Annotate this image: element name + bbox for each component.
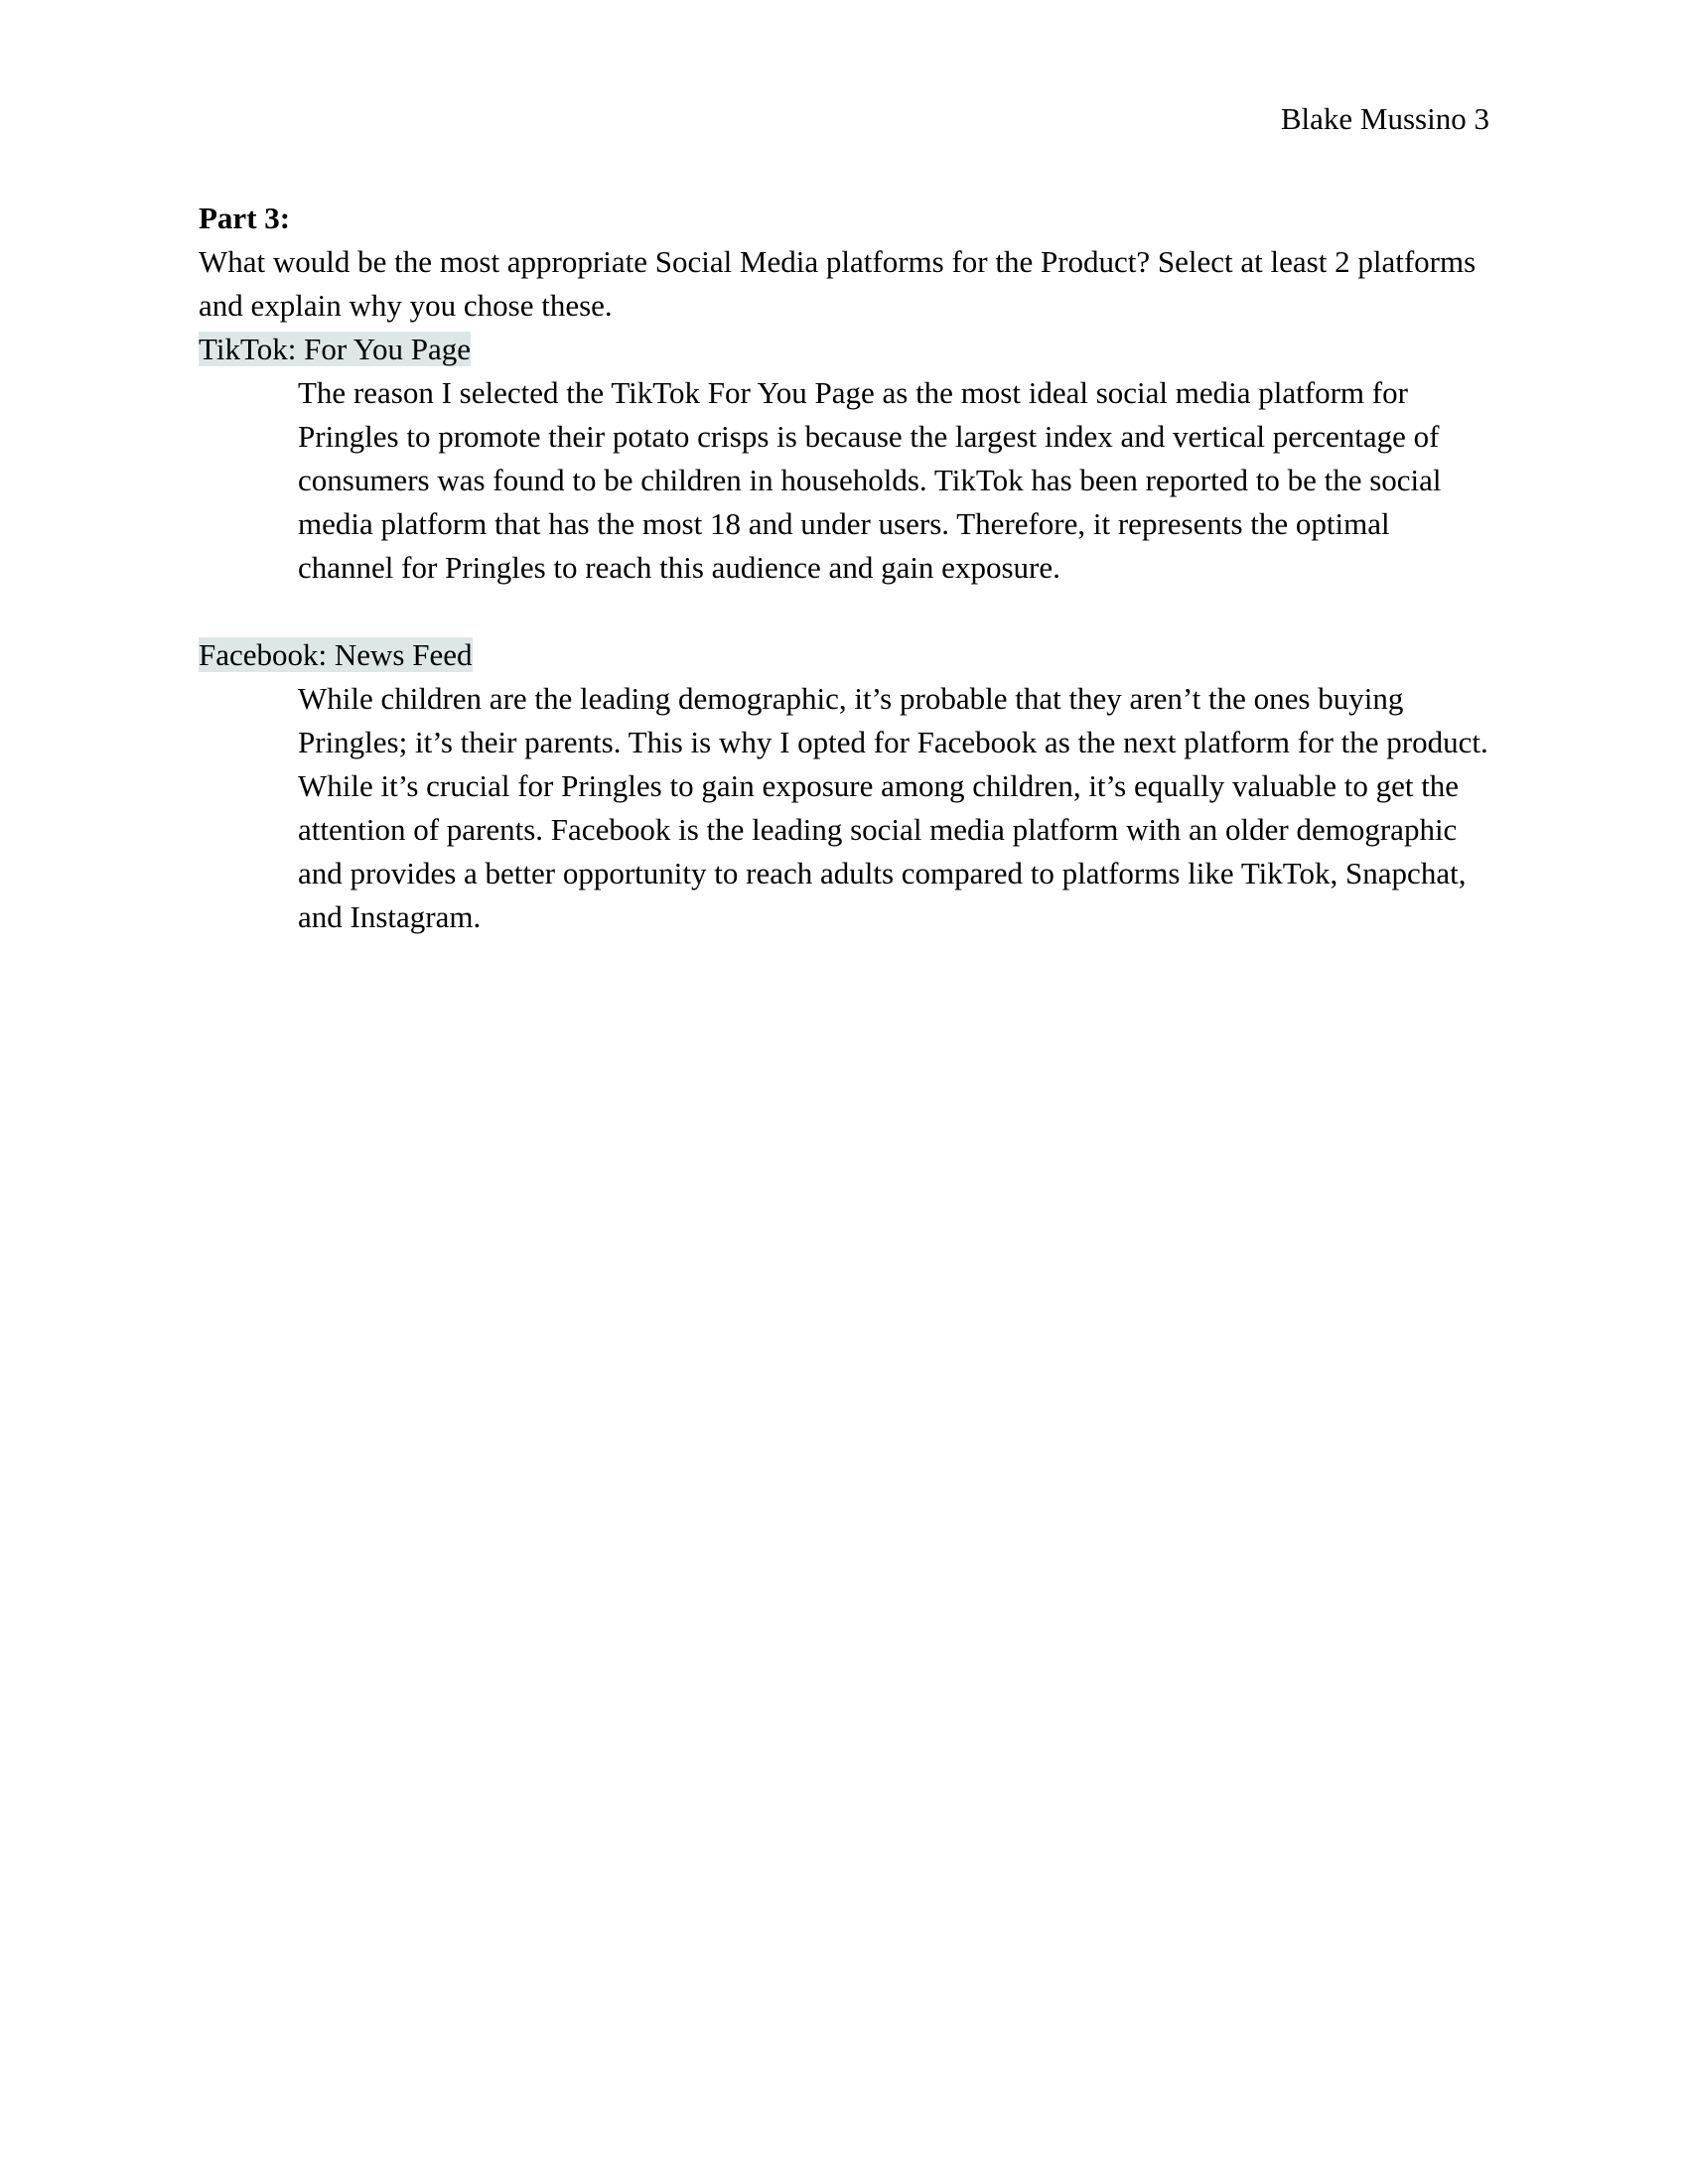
platform-title-facebook xyxy=(199,633,1489,677)
platform-title-tiktok xyxy=(199,328,1489,371)
paragraph-spacer xyxy=(199,590,1489,633)
running-header: Blake Mussino 3 xyxy=(1280,101,1489,136)
platform-body-facebook: While children are the leading demographic, it’s probable that they aren’t the ones buying Pringles; it’s their parents. This is why I opted for Facebook as the next platform for the product. While it’s crucial for Pringles to gain exposure among children, it’s equally valuable to get the attention of parents. Facebook is the leading social media platform with an older demographic and provides a better opportunity to reach adults compared to platforms like TikTok, Snapchat, and Instagram. xyxy=(298,681,1488,934)
platform-body-tiktok: The reason I selected the TikTok For You Page as the most ideal social media platform for Pringles to promote their potato crisps is because the largest index and vertical percentage of consumers was found to be children in households. TikTok has been reported to be the social media platform that has the most 18 and under users. Therefore, it represents the optimal channel for Pringles to reach this audience and gain exposure. xyxy=(298,375,1442,585)
document-body xyxy=(199,197,1489,939)
platform-title-highlight: Facebook: News Feed xyxy=(199,637,473,672)
section-heading: Part 3: xyxy=(199,201,291,235)
section-prompt: What would be the most appropriate Social Media platforms for the Product? Select at least 2 platforms and explain why you chose these. xyxy=(199,244,1477,323)
platform-section-tiktok xyxy=(199,328,1489,590)
platform-section-facebook xyxy=(199,633,1489,939)
platform-title-highlight: TikTok: For You Page xyxy=(199,332,472,366)
